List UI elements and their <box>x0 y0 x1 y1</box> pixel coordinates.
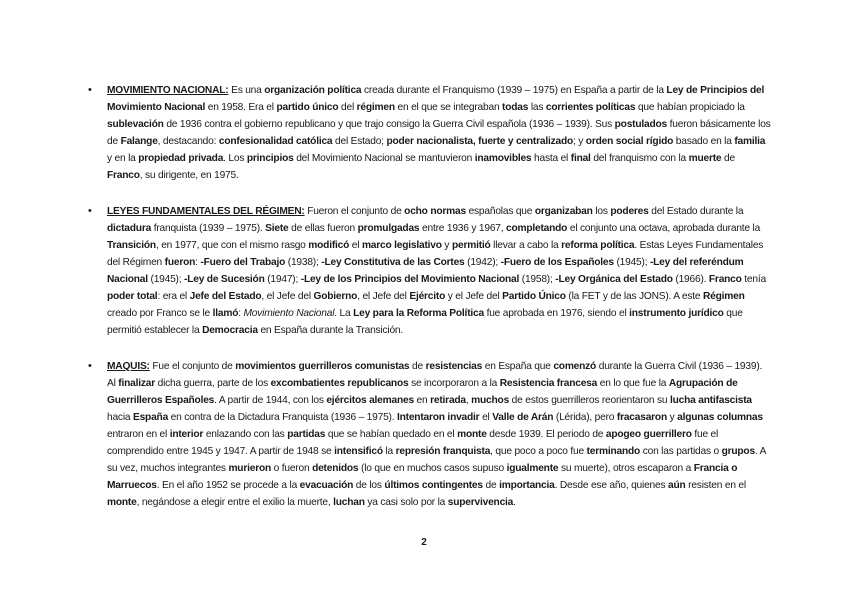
keyword: -Fuero del Trabajo <box>200 257 286 268</box>
keyword: confesionalidad católica <box>218 136 333 147</box>
keyword: Partido Único <box>502 291 566 302</box>
text-run: (1942); <box>464 257 501 268</box>
text-run: de <box>482 480 500 491</box>
text-run: ya casi solo por la <box>364 497 448 508</box>
text-run: basado en la <box>673 136 735 147</box>
keyword: comenzó <box>553 361 597 372</box>
glossary-item <box>88 82 772 184</box>
text-run: del Estado; <box>332 136 387 147</box>
keyword: interior <box>169 429 204 440</box>
text-run: fueron básicamente los de <box>107 119 771 147</box>
keyword: Ley de Principios del Movimiento Nacional <box>107 85 765 113</box>
glossary-list <box>88 82 772 530</box>
text-run: del franquismo con la <box>590 153 689 164</box>
text-run: la <box>382 446 396 457</box>
text-run: Fue el conjunto de <box>149 361 236 372</box>
keyword: Agrupación de Guerrilleros Españoles <box>107 378 738 406</box>
keyword: muchos <box>471 395 510 406</box>
text-run: el <box>479 412 493 423</box>
text-run: de <box>721 153 735 164</box>
keyword: régimen <box>356 102 395 113</box>
text-run: dicha guerra, parte de los <box>155 378 271 389</box>
keyword: -Fuero de los Españoles <box>500 257 614 268</box>
keyword: permitió <box>451 240 491 251</box>
text-run: . La <box>334 308 354 319</box>
keyword: Intentaron invadir <box>397 412 480 423</box>
keyword: partidas <box>287 429 326 440</box>
keyword: fracasaron <box>616 412 667 423</box>
keyword: ocho normas <box>404 206 466 217</box>
keyword: Régimen <box>703 291 745 302</box>
text-run: desde 1939. El periodo de <box>486 429 606 440</box>
text-run: . En el año 1952 se procede a la <box>156 480 300 491</box>
keyword: ejércitos alemanes <box>326 395 414 406</box>
text-run: y el Jefe del <box>445 291 503 302</box>
text-run: que se habían quedado en el <box>325 429 458 440</box>
text-run: en España que <box>482 361 554 372</box>
glossary-paragraph <box>107 358 772 511</box>
text-run: (1938); <box>285 257 322 268</box>
keyword: promulgadas <box>357 223 420 234</box>
keyword: Ejército <box>409 291 446 302</box>
text-run: (Lérida), pero <box>553 412 617 423</box>
text-run: , en 1977, que con el mismo rasgo <box>155 240 309 251</box>
text-run: (1966). <box>672 274 709 285</box>
text-run: en el que se integraban <box>394 102 503 113</box>
text-run: las <box>528 102 546 113</box>
text-run: de ellas fueron <box>288 223 358 234</box>
keyword: apogeo guerrillero <box>605 429 692 440</box>
text-run: el conjunto una octava, aprobada durante la <box>567 223 761 234</box>
text-run: del <box>338 102 357 113</box>
keyword: -Ley Orgánica del Estado <box>555 274 673 285</box>
keyword: excombatientes republicanos <box>270 378 409 389</box>
text-run: en lo que fue la <box>597 378 669 389</box>
keyword: Transición <box>107 240 156 251</box>
text-run: de estos guerrilleros reorientaron su <box>509 395 670 406</box>
text-run: (lo que en muchos casos supuso <box>358 463 507 474</box>
keyword: todas <box>502 102 529 113</box>
text-run: , negándose a elegir entre el exilio la muerte, <box>136 497 334 508</box>
glossary-item <box>88 203 772 339</box>
keyword: corrientes políticas <box>545 102 636 113</box>
keyword: terminando <box>586 446 641 457</box>
keyword: poderes <box>610 206 649 217</box>
keyword: Ley para la Reforma Política <box>353 308 484 319</box>
text-run: Fueron el conjunto de <box>304 206 405 217</box>
text-run: y en la <box>107 153 139 164</box>
keyword: Jefe del Estado <box>189 291 262 302</box>
text-run: Es una <box>228 85 265 96</box>
term-heading: MOVIMIENTO NACIONAL: <box>107 85 229 96</box>
keyword: algunas columnas <box>677 412 763 423</box>
keyword: Francia o Marruecos <box>107 463 738 491</box>
text-run: del Estado durante la <box>648 206 744 217</box>
keyword: igualmente <box>506 463 559 474</box>
text-run: tenía <box>741 274 766 285</box>
keyword: movimientos guerrilleros comunistas <box>235 361 410 372</box>
keyword: luchan <box>333 497 365 508</box>
keyword: inamovibles <box>474 153 532 164</box>
keyword: grupos <box>721 446 755 457</box>
keyword: -Ley de Sucesión <box>184 274 265 285</box>
text-run: y <box>666 412 678 423</box>
keyword: poder nacionalista, fuerte y centralizado <box>386 136 573 147</box>
keyword: orden social rígido <box>585 136 674 147</box>
keyword: muerte <box>688 153 722 164</box>
text-run: . <box>513 497 516 508</box>
glossary-paragraph <box>107 203 772 339</box>
keyword: -Ley de los Principios del Movimiento Nacional <box>300 274 520 285</box>
keyword: reforma política <box>561 240 635 251</box>
text-run: : era el <box>157 291 190 302</box>
keyword: evacuación <box>299 480 354 491</box>
text-run: resisten en el <box>685 480 746 491</box>
page-number: 2 <box>421 537 427 548</box>
text-run: españolas que <box>465 206 535 217</box>
keyword: Resistencia francesa <box>499 378 598 389</box>
keyword: Falange <box>120 136 158 147</box>
text-run: que habían propiciado la <box>635 102 745 113</box>
keyword: Franco <box>708 274 742 285</box>
text-run: . A partir de 1944, con los <box>214 395 327 406</box>
keyword: modificó <box>308 240 350 251</box>
keyword: intensificó <box>334 446 383 457</box>
term-heading: LEYES FUNDAMENTALES DEL RÉGIMEN: <box>107 206 305 217</box>
text-run: (1947); <box>264 274 301 285</box>
glossary-paragraph <box>107 82 772 184</box>
text-run: , el Jefe del <box>357 291 410 302</box>
keyword: últimos contingentes <box>384 480 483 491</box>
text-run: , su dirigente, en 1975. <box>139 170 239 181</box>
keyword: familia <box>734 136 766 147</box>
text-run: . Los <box>223 153 247 164</box>
text-run: o fueron <box>271 463 313 474</box>
text-run: durante la Guerra Civil (1936 – 1939). Al <box>107 361 763 389</box>
text-run: . Estas Leyes Fundamentales del Régimen <box>107 240 764 268</box>
glossary-item <box>88 358 772 511</box>
text-run: , destacando: <box>157 136 219 147</box>
text-run: hasta el <box>531 153 571 164</box>
keyword: lucha antifascista <box>669 395 752 406</box>
text-run: de 1936 contra el gobierno republicano y que trajo consigo la Guerra Civil española (1936 – 1939). Sus <box>163 119 615 130</box>
bullet: • <box>88 360 92 372</box>
keyword: detenidos <box>312 463 359 474</box>
text-run: el <box>349 240 362 251</box>
text-run: de los <box>353 480 385 491</box>
keyword: instrumento jurídico <box>629 308 724 319</box>
keyword: finalizar <box>118 378 155 389</box>
keyword: partido único <box>276 102 339 113</box>
text-run: del Movimiento Nacional se mantuvieron <box>293 153 475 164</box>
keyword: completando <box>506 223 568 234</box>
keyword: llamó <box>212 308 239 319</box>
keyword: murieron <box>228 463 272 474</box>
text-run: fue aprobada en 1976, siendo el <box>483 308 630 319</box>
keyword: postulados <box>614 119 667 130</box>
text-run: los <box>592 206 611 217</box>
keyword: -Ley del referéndum Nacional <box>107 257 744 285</box>
text-run: creada durante el Franquismo (1939 – 1975) en España a partir de la <box>361 85 667 96</box>
keyword: Valle de Arán <box>492 412 554 423</box>
keyword: Democracia <box>202 325 258 336</box>
text-run: franquista (1939 – 1975). <box>151 223 266 234</box>
keyword: propiedad privada <box>138 153 224 164</box>
keyword: sublevación <box>107 119 164 130</box>
text-run: (la FET y de las JONS). A este <box>565 291 703 302</box>
text-run: entre 1936 y 1967, <box>419 223 507 234</box>
text-run: en contra de la Dictadura Franquista (1936 – 1975). <box>168 412 397 423</box>
keyword: supervivencia <box>447 497 514 508</box>
keyword: dictadura <box>107 223 152 234</box>
text-run: fue el comprendido entre 1945 y 1947. A partir de 1948 se <box>107 429 719 457</box>
keyword: importancia <box>499 480 555 491</box>
keyword: Siete <box>265 223 289 234</box>
text-run: en España durante la Transición. <box>257 325 404 336</box>
text-run: de <box>409 361 426 372</box>
text-run: hacia <box>107 412 133 423</box>
text-run: llevar a cabo la <box>490 240 562 251</box>
text-run: : <box>238 308 244 319</box>
keyword: aún <box>668 480 686 491</box>
text-run: en 1958. Era el <box>205 102 277 113</box>
keyword: monte <box>107 497 137 508</box>
text-run: que permitió establecer la <box>107 308 743 336</box>
text-run: (1958); <box>519 274 556 285</box>
text-run: : <box>195 257 201 268</box>
text-run: Movimiento Nacional <box>243 308 335 319</box>
text-run: con las partidas o <box>640 446 722 457</box>
text-run: , <box>465 395 472 406</box>
keyword: fueron <box>164 257 196 268</box>
keyword: España <box>133 412 169 423</box>
text-run: . A su vez, muchos integrantes <box>107 446 766 474</box>
bullet: • <box>88 84 92 96</box>
keyword: -Ley Constitutiva de las Cortes <box>321 257 465 268</box>
keyword: organización política <box>264 85 362 96</box>
text-run: . Desde ese año, quienes <box>554 480 668 491</box>
text-run: en <box>413 395 431 406</box>
keyword: Franco <box>107 170 140 181</box>
text-run: se incorporaron a la <box>408 378 500 389</box>
text-run: ; y <box>573 136 586 147</box>
term-heading: MAQUIS: <box>107 361 150 372</box>
text-run: entraron en el <box>107 429 170 440</box>
text-run: enlazando con las <box>203 429 288 440</box>
text-run: y <box>441 240 452 251</box>
keyword: final <box>570 153 591 164</box>
text-run: (1945); <box>613 257 650 268</box>
keyword: poder total <box>107 291 158 302</box>
text-run: , que poco a poco fue <box>490 446 587 457</box>
keyword: Gobierno <box>313 291 358 302</box>
keyword: retirada <box>430 395 466 406</box>
keyword: marco legislativo <box>361 240 442 251</box>
text-run: creado por Franco se le <box>107 308 213 319</box>
text-run: su muerte), otros escaparon a <box>558 463 694 474</box>
text-run: , el Jefe del <box>261 291 314 302</box>
keyword: resistencias <box>425 361 483 372</box>
keyword: organizaban <box>534 206 593 217</box>
keyword: principios <box>246 153 294 164</box>
bullet: • <box>88 205 92 217</box>
keyword: represión franquista <box>395 446 491 457</box>
keyword: monte <box>457 429 487 440</box>
text-run: (1945); <box>147 274 185 285</box>
